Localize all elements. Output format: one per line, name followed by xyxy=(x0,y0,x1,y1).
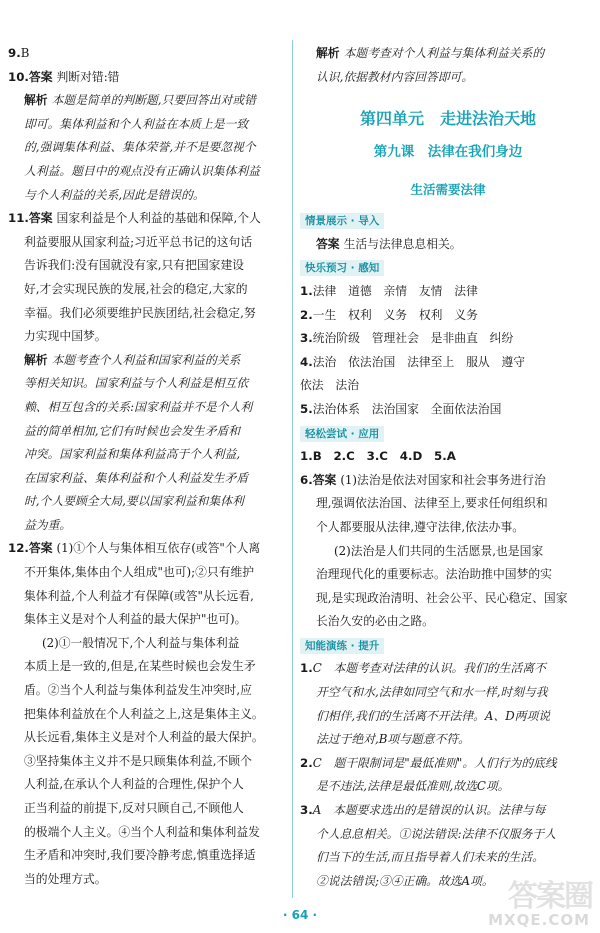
q11-number: 11. xyxy=(8,211,29,226)
section-label: 快乐预习 · 感知 xyxy=(300,260,384,276)
section-header-preview xyxy=(300,256,596,280)
q6-answer-line: (2)法治是人们共同的生活愿景,也是国家 xyxy=(334,543,544,558)
q12-answer-line: 正当利益的前提下,反对只顾自己,不顾他人 xyxy=(24,801,244,815)
intro-explain-line: 认识,依据教材内容回答即可。 xyxy=(316,69,474,84)
q11-answer-line: 力实现中国梦。 xyxy=(24,329,107,344)
q6-answer-line: 长治久安的必由之路。 xyxy=(316,614,434,629)
page-number: · 64 · xyxy=(282,908,318,922)
section-label: 情景展示 · 导入 xyxy=(300,213,384,229)
list-item: 4.法治 依法治国 法律至上 服从 遵守 xyxy=(300,354,526,369)
list-item: 5.法治体系 法治国家 全面依法治国 xyxy=(300,401,502,416)
list-item: 依法 法治 xyxy=(300,378,359,393)
q11-explain-line: 冲突。国家利益和集体利益高于个人利益, xyxy=(24,447,241,462)
answer-label: 答案 xyxy=(28,69,53,84)
q11-explain-line: 解析 本题考查个人利益和国家利益的关系 xyxy=(24,352,241,367)
practice-item: 2.C 题干限制词是"最低准则"。人们行为的底线 xyxy=(300,755,557,770)
q6-answer-line: 个人都要服从法律,遵守法律,依法办事。 xyxy=(316,519,525,534)
q12-answer-line: 不开集体,集体由个人组成"也可);②只有维护 xyxy=(24,565,255,580)
section-label: 轻松尝试 · 应用 xyxy=(300,426,384,442)
unit-title: 第四单元 走进法治天地 xyxy=(359,109,536,129)
explain-label: 解析 xyxy=(24,352,48,367)
q11-explain-line: 时,个人要顾全大局,要以国家利益和集体利 xyxy=(24,494,244,509)
q11-answer-line: 好,才会实现民族的发展,社会的稳定,大家的 xyxy=(24,281,248,296)
q12-answer-line: 的极端个人主义。④当个人利益和集体利益发 xyxy=(24,824,260,839)
practice-line: ②说法错误;③④正确。故选A项。 xyxy=(316,873,494,888)
q11-answer-line: 利益要服从国家利益;习近平总书记的这句话 xyxy=(24,234,253,249)
practice-line: 法过于绝对,B项与题意不符。 xyxy=(316,732,470,747)
column-divider xyxy=(292,40,293,898)
q12-answer-line: 人利益,在承认个人利益的合理性,保护个人 xyxy=(24,777,244,792)
intro-explain-line: 解析 本题考查对个人利益与集体利益关系的 xyxy=(316,46,545,60)
explain-label: 解析 xyxy=(24,93,48,108)
explain-label: 解析 xyxy=(316,46,340,60)
q12-answer-line: (2)①一般情况下,个人利益与集体利益 xyxy=(42,635,240,650)
section-label: 知能演练 · 提升 xyxy=(300,638,384,654)
practice-line: 们相伴,我们的生活离不开法律。A、D两项说 xyxy=(316,708,551,723)
list-item: 1.法律 道德 亲情 友情 法律 xyxy=(300,283,478,298)
q12-answer-line: 把集体利益放在个人利益之上,这是集体主义。 xyxy=(24,706,264,721)
choice-answers: 1.B 2.C 3.C 4.D 5.A xyxy=(300,449,456,464)
q11-explain-line: 益为重。 xyxy=(24,517,72,532)
practice-item: 3.A 本题要求选出的是错误的认识。法律与每 xyxy=(300,803,546,818)
practice-line: 个人息息相关。①说法错误:法律不仅服务于人 xyxy=(316,826,556,841)
section-header-intro xyxy=(300,209,596,233)
q10-explain-line: 人利益。题目中的观点没有正确认识集体利益 xyxy=(24,163,260,178)
q12-answer-line: 集体主义是对个人利益的最大保护"也可)。 xyxy=(24,612,247,627)
q10-answer-text: 判断对错:错 xyxy=(56,69,120,84)
practice-line: 是不违法,法律是最低准则,故选C项。 xyxy=(316,779,510,794)
q11-answer-line: 幸福。我们必须要维护民族团结,社会稳定,努 xyxy=(24,305,256,320)
q12-answer-line: 盾。②当个人利益与集体利益发生冲突时,应 xyxy=(24,683,252,698)
question-11-answer: 11.答案 国家利益是个人利益的基础和保障,个人 xyxy=(8,211,261,226)
q10-number: 10. xyxy=(8,69,29,84)
left-column xyxy=(8,42,286,891)
q10-explain-line: 与个人利益的关系,因此是错误的。 xyxy=(24,187,205,202)
question-12-answer: 12.答案 (1)①个人与集体相互依存(或答"个人离 xyxy=(8,541,261,556)
right-column xyxy=(300,42,596,893)
lesson-title: 第九课 法律在我们身边 xyxy=(373,144,523,161)
q12-answer-line: 集体利益,个人利益才有保障(或答"从长远看, xyxy=(24,588,254,603)
list-item: 3.统治阶级 管理社会 是非曲直 纠纷 xyxy=(300,331,514,346)
list-item: 2.一生 权利 义务 权利 义务 xyxy=(300,307,478,322)
answer-label: 答案 xyxy=(312,472,337,487)
section-header-practice xyxy=(300,634,596,658)
q10-explain-line: 的,强调集体利益、集体荣誉,并不是要忽视个 xyxy=(24,140,256,155)
q11-answer-line: 告诉我们:没有国就没有家,只有把国家建设 xyxy=(24,258,245,273)
q12-answer-line: ③坚持集体主义并不是只顾集体利益,不顾个 xyxy=(24,753,252,768)
answer-label: 答案 xyxy=(316,236,340,251)
q11-explain-line: 在国家利益、集体利益和个人利益发生矛盾 xyxy=(24,470,249,485)
q10-explain-line: 解析 本题是简单的判断题,只要回答出对或错 xyxy=(24,93,256,108)
q11-explain-line: 赖、相互包含的关系:国家利益并不是个人利 xyxy=(24,399,253,414)
q11-explain-line: 等相关知识。国家利益与个人利益是相互依 xyxy=(24,376,249,391)
q12-answer-line: 当的处理方式。 xyxy=(24,871,107,886)
q12-answer-line: 生矛盾和冲突时,我们要冷静考虑,慎重选择适 xyxy=(24,848,256,863)
q6-answer-line: 理,强调依法治国、法律至上,要求任何组织和 xyxy=(316,496,548,511)
watermark-text: 答案圈 xyxy=(508,879,592,914)
question-9: 9.B xyxy=(8,46,30,60)
practice-item: 1.C 本题考查对法律的认识。我们的生活离不 xyxy=(300,661,546,676)
q9-answer: B xyxy=(20,46,30,60)
answer-label: 答案 xyxy=(28,211,53,226)
q12-answer-line: 从长远看,集体主义是对个人利益的最大保护。 xyxy=(24,730,264,745)
q6-answer-line: 现,是实现政治清明、社会公平、民心稳定、国家 xyxy=(316,590,568,605)
watermark-logo xyxy=(488,871,594,929)
q6-answer-line: 治理现代化的重要标志。法治助推中国梦的实 xyxy=(316,567,552,582)
q10-explain-line: 即可。集体利益和个人利益在本质上是一致 xyxy=(24,116,249,131)
q12-number: 12. xyxy=(8,541,29,556)
answer-label: 答案 xyxy=(28,541,53,556)
q12-answer-line: 本质上是一致的,但是,在某些时候也会发生矛 xyxy=(24,659,256,674)
topic-title: 生活需要法律 xyxy=(410,182,486,198)
question-10-answer xyxy=(8,66,286,90)
q11-explain-line: 益的简单相加,它们有时候也会发生矛盾和 xyxy=(24,423,241,438)
q6-answer: 6.答案 (1)法治是依法对国家和社会事务进行治 xyxy=(300,472,546,487)
practice-line: 开空气和水,法律如同空气和水一样,时刻与我 xyxy=(316,685,548,700)
watermark-url: MXQE.COM xyxy=(488,911,590,929)
practice-line: 们当下的生活,而且指导着人们未来的生活。 xyxy=(316,850,544,865)
sec1-answer: 答案 生活与法律息息相关。 xyxy=(316,236,462,251)
section-header-try xyxy=(300,422,596,446)
